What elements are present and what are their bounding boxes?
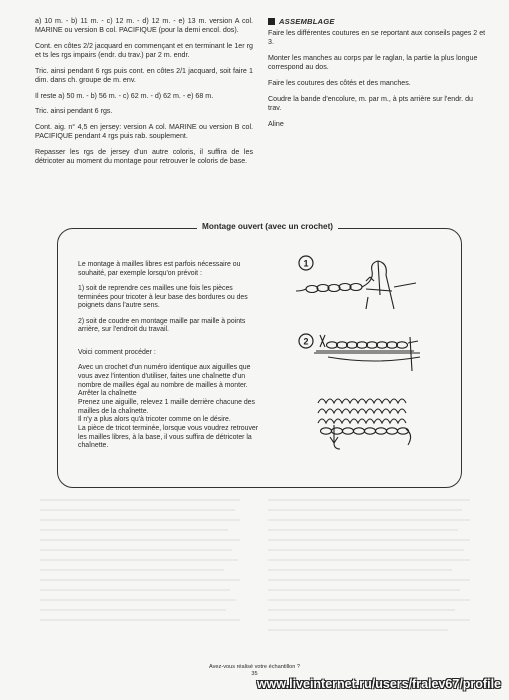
section-header [268, 17, 488, 26]
instruction-paragraph: Cont. en côtes 2/2 jacquard en commençant et en terminant le 1er rg et ts les rgs impairs (endr. du trav.) par 2 m. endr. [35, 41, 253, 60]
assembly-paragraph: Monter les manches au corps par le raglan, la partie la plus longue correspond au dos. [268, 54, 478, 72]
left-column [35, 17, 253, 173]
footer-question: Avez-vous réalisé votre échantillon ? [209, 664, 300, 670]
black-square-icon [268, 18, 275, 25]
montage-box [57, 222, 462, 488]
instruction-paragraph: Tric. ainsi pendant 6 rgs puis cont. en côtes 2/1 jacquard, soit faire 1 dim. dans ch. groupe de m. env. [35, 66, 253, 85]
section-title: ASSEMBLAGE [279, 17, 335, 26]
instruction-paragraph: Il reste a) 50 m. - b) 56 m. - c) 62 m. - d) 62 m. - e) 68 m. [35, 91, 214, 100]
watermark: www.liveinternet.ru/users/fralev67/profile [256, 677, 501, 691]
step-3-illustration [318, 399, 411, 449]
montage-text [78, 261, 275, 458]
signature: Aline [268, 119, 284, 128]
instruction-paragraph: Cont. aig. n° 4,5 en jersey: version A col. MARINE ou version B col. PACIFIQUE pendant 4 rgs puis rab. souplement. [35, 123, 253, 141]
instruction-paragraph: Tric. ainsi pendant 6 rgs. [35, 107, 113, 116]
montage-title: Montage ouvert (avec un crochet) [197, 222, 338, 231]
option-1: 1) soit de reprendre ces mailles une fois les pièces terminées pour tricoter à leur base des bordures ou des poignets dans l'autre sens. [78, 284, 248, 310]
assembly-paragraph: Faire les différentes coutures en se reportant aux conseils pages 2 et 3. [268, 29, 486, 47]
step-1-number: 1 [303, 258, 309, 269]
step-2-number: 2 [303, 336, 309, 347]
option-2: 2) soit de coudre en montage maille par maille à points arrière, sur l'endroit du travail. [78, 317, 246, 334]
footer [0, 664, 509, 678]
right-column [268, 17, 488, 135]
step-2-illustration [299, 334, 420, 371]
assembly-paragraph: Coudre la bande d'encolure, m. par m., à pts arrière sur l'endr. du trav. [268, 94, 473, 112]
intro: Le montage à mailles libres est parfois nécessaire ou souhaité, par exemple lorsqu'on prévoit : [78, 261, 241, 277]
step-1-illustration [296, 256, 416, 309]
procedure: Avec un crochet d'un numéro identique aux aiguilles que vous avez l'intention d'utiliser, faites une chaînette d'un nombre de mailles égal au nombre de mailles à monter. Arrêter la chaînette Prenez une aiguille, relevez 1 maille derrière chacune des mailles de la chaînette. Il n'y a plus alors qu'à tricoter comme on le désire. La pièce de tricot terminée, lorsque vous voudrez retrouver les mailles libres, à la base, il vous suffira de détricoter la chaînette. [78, 364, 259, 450]
crochet-illustrations [294, 247, 444, 467]
procedure-label: Voici comment procéder : [78, 348, 156, 356]
instruction-paragraph: Repasser les rgs de jersey d'un autre coloris, il suffira de les détricoter au moment du montage pour retrouver le coloris de base. [35, 148, 253, 166]
instruction-paragraph: a) 10 m. - b) 11 m. - c) 12 m. - d) 12 m. - e) 13 m. version A col. MARINE ou version B col. PACIFIQUE (pour la demi encol. dos). [35, 17, 253, 35]
page-number: 35 [251, 671, 258, 677]
assembly-paragraph: Faire les coutures des côtés et des manches. [268, 79, 411, 88]
